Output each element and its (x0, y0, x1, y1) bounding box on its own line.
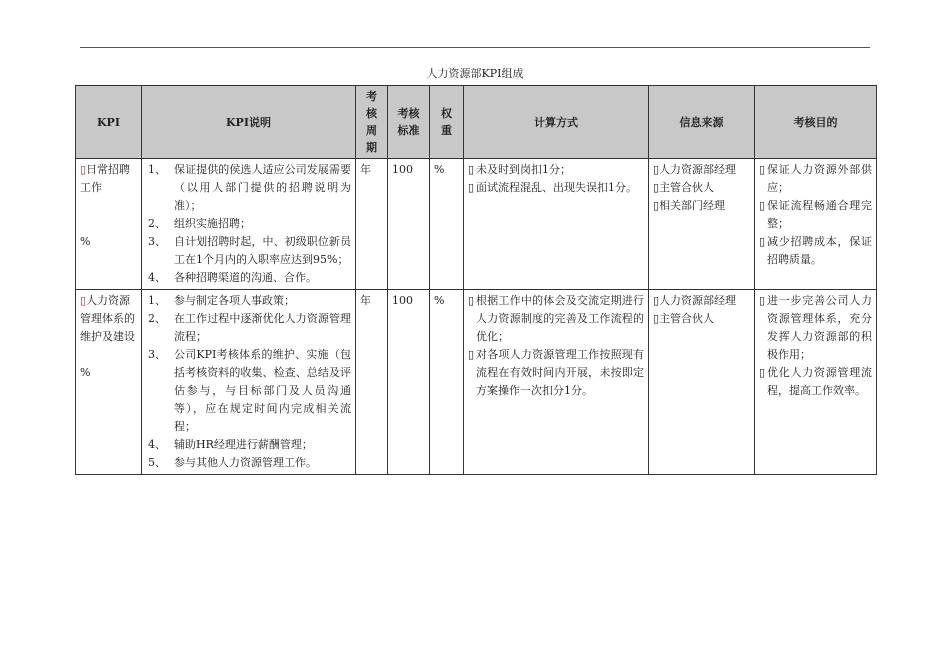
header-period (356, 86, 388, 159)
document-title: 人力资源部KPI组成 (426, 67, 524, 80)
item-text: 保证提供的侯选人适应公司发展需要（以用人部门提供的招聘说明为准）； (174, 163, 351, 212)
item-text: 自计划招聘时起，中、初级职位新员工在1个月内的入职率应达到95%； (174, 235, 351, 266)
item-number: 5、 (148, 456, 166, 469)
header-weight (430, 86, 464, 159)
kpi-weight-mark: % (80, 366, 91, 379)
list-item (653, 310, 750, 328)
weight-cell: % (430, 290, 464, 475)
kpi-name-cell (76, 290, 142, 475)
purpose-text: 进一步完善公司人力资源管理体系，充分发挥人力资源部的积极作用； (767, 294, 872, 361)
item-text: 参与其他人力资源管理工作。 (174, 456, 317, 469)
bullet-square-icon: ▯ (759, 294, 766, 307)
item-number: 1、 (148, 163, 166, 176)
header-kpi: KPI (76, 86, 142, 159)
item-text: 在工作过程中逐渐优化人力资源管理流程； (174, 312, 351, 343)
list-item (468, 161, 644, 179)
list-item (759, 161, 872, 197)
header-purpose: 考核目的 (755, 86, 877, 159)
source-text: 相关部门经理 (659, 199, 726, 212)
kpi-weight-mark: % (80, 235, 91, 248)
purpose-text: 保证人力资源外部供应； (767, 163, 872, 194)
header-rule (80, 47, 870, 48)
source-text: 人力资源部经理 (659, 294, 737, 307)
kpi-name: 人力资源管理体系的维护及建设 (80, 294, 135, 343)
kpi-name-cell (76, 159, 142, 290)
bullet-square-icon: ▯ (653, 199, 660, 212)
bullet-square-icon: ▯ (468, 181, 475, 194)
list-item (146, 233, 351, 269)
calc-text: 对各项人力资源管理工作按照现有流程在有效时间内开展，未按即定方案操作一次扣分1分。 (476, 348, 644, 397)
header-kpi-desc: KPI说明 (142, 86, 356, 159)
kpi-desc-cell (142, 290, 356, 475)
item-text: 各种招聘渠道的沟通、合作。 (174, 271, 317, 284)
header-calc-method: 计算方式 (464, 86, 649, 159)
header-row (76, 86, 877, 159)
kpi-desc-cell (142, 159, 356, 290)
item-number: 3、 (148, 235, 166, 248)
calc-cell (464, 290, 649, 475)
item-text: 参与制定各项人事政策； (174, 294, 295, 307)
source-text: 人力资源部经理 (659, 163, 737, 176)
purpose-text: 优化人力资源管理流程，提高工作效率。 (767, 366, 872, 397)
bullet-square-icon: ▯ (759, 235, 766, 248)
bullet-square-icon: ▯ (759, 163, 766, 176)
table-row (76, 290, 877, 475)
header-period-char: 考 (366, 90, 377, 103)
list-item (759, 364, 872, 400)
source-text: 主管合伙人 (659, 312, 715, 325)
checkbox-marker-icon: ▯ (80, 294, 87, 307)
bullet-square-icon: ▯ (468, 163, 475, 176)
calc-cell (464, 159, 649, 290)
source-cell (649, 159, 755, 290)
list-item (468, 292, 644, 346)
table-row (76, 159, 877, 290)
list-item (759, 197, 872, 233)
purpose-cell (755, 159, 877, 290)
bullet-square-icon: ▯ (468, 348, 475, 361)
header-weight-char: 重 (441, 124, 452, 137)
kpi-table (75, 85, 877, 475)
bullet-square-icon: ▯ (653, 163, 660, 176)
header-period-char: 周 (366, 124, 377, 137)
kpi-name: 日常招聘工作 (80, 163, 131, 194)
period-cell: 年 (356, 159, 388, 290)
calc-text: 根据工作中的体会及交流定期进行人力资源制度的完善及工作流程的优化； (476, 294, 644, 343)
list-item (653, 292, 750, 310)
item-number: 1、 (148, 294, 166, 307)
bullet-square-icon: ▯ (653, 294, 660, 307)
item-text: 辅助HR经理进行薪酬管理； (174, 438, 313, 451)
purpose-cell (755, 290, 877, 475)
list-item (146, 215, 351, 233)
list-item (146, 292, 351, 310)
list-item (468, 346, 644, 400)
period-cell: 年 (356, 290, 388, 475)
list-item (146, 454, 351, 472)
bullet-square-icon: ▯ (653, 181, 660, 194)
item-number: 3、 (148, 348, 166, 361)
bullet-square-icon: ▯ (468, 294, 475, 307)
header-standard-part: 考核 (397, 107, 420, 120)
bullet-square-icon: ▯ (653, 312, 660, 325)
source-cell (649, 290, 755, 475)
header-standard (388, 86, 430, 159)
item-text: 组织实施招聘； (174, 217, 251, 230)
list-item (146, 161, 351, 215)
header-standard-part: 标准 (397, 124, 420, 137)
standard-cell: 100 (388, 159, 430, 290)
list-item (653, 197, 750, 215)
standard-cell: 100 (388, 290, 430, 475)
bullet-square-icon: ▯ (759, 199, 766, 212)
item-number: 2、 (148, 312, 166, 325)
purpose-text: 保证流程畅通合理完整； (767, 199, 872, 230)
list-item (146, 269, 351, 287)
list-item (759, 292, 872, 364)
checkbox-marker-icon: ▯ (80, 163, 87, 176)
list-item (653, 179, 750, 197)
list-item (759, 233, 872, 269)
calc-text: 面试流程混乱、出现失误扣1分。 (476, 181, 637, 194)
list-item (468, 179, 644, 197)
header-info-source: 信息来源 (649, 86, 755, 159)
list-item (653, 161, 750, 179)
bullet-square-icon: ▯ (759, 366, 766, 379)
header-weight-char: 权 (441, 107, 452, 120)
header-period-char: 期 (366, 141, 377, 154)
item-number: 2、 (148, 217, 166, 230)
list-item (146, 346, 351, 436)
source-text: 主管合伙人 (659, 181, 715, 194)
purpose-text: 减少招聘成本，保证招聘质量。 (767, 235, 872, 266)
weight-cell: % (430, 159, 464, 290)
header-period-char: 核 (366, 107, 377, 120)
item-text: 公司KPI考核体系的维护、实施（包括考核资料的收集、检查、总结及评估参与，与目标部门及人员沟通等），应在规定时间内完成相关流程； (174, 348, 351, 433)
list-item (146, 436, 351, 454)
item-number: 4、 (148, 271, 166, 284)
calc-text: 未及时到岗扣1分； (476, 163, 571, 176)
item-number: 4、 (148, 438, 166, 451)
list-item (146, 310, 351, 346)
